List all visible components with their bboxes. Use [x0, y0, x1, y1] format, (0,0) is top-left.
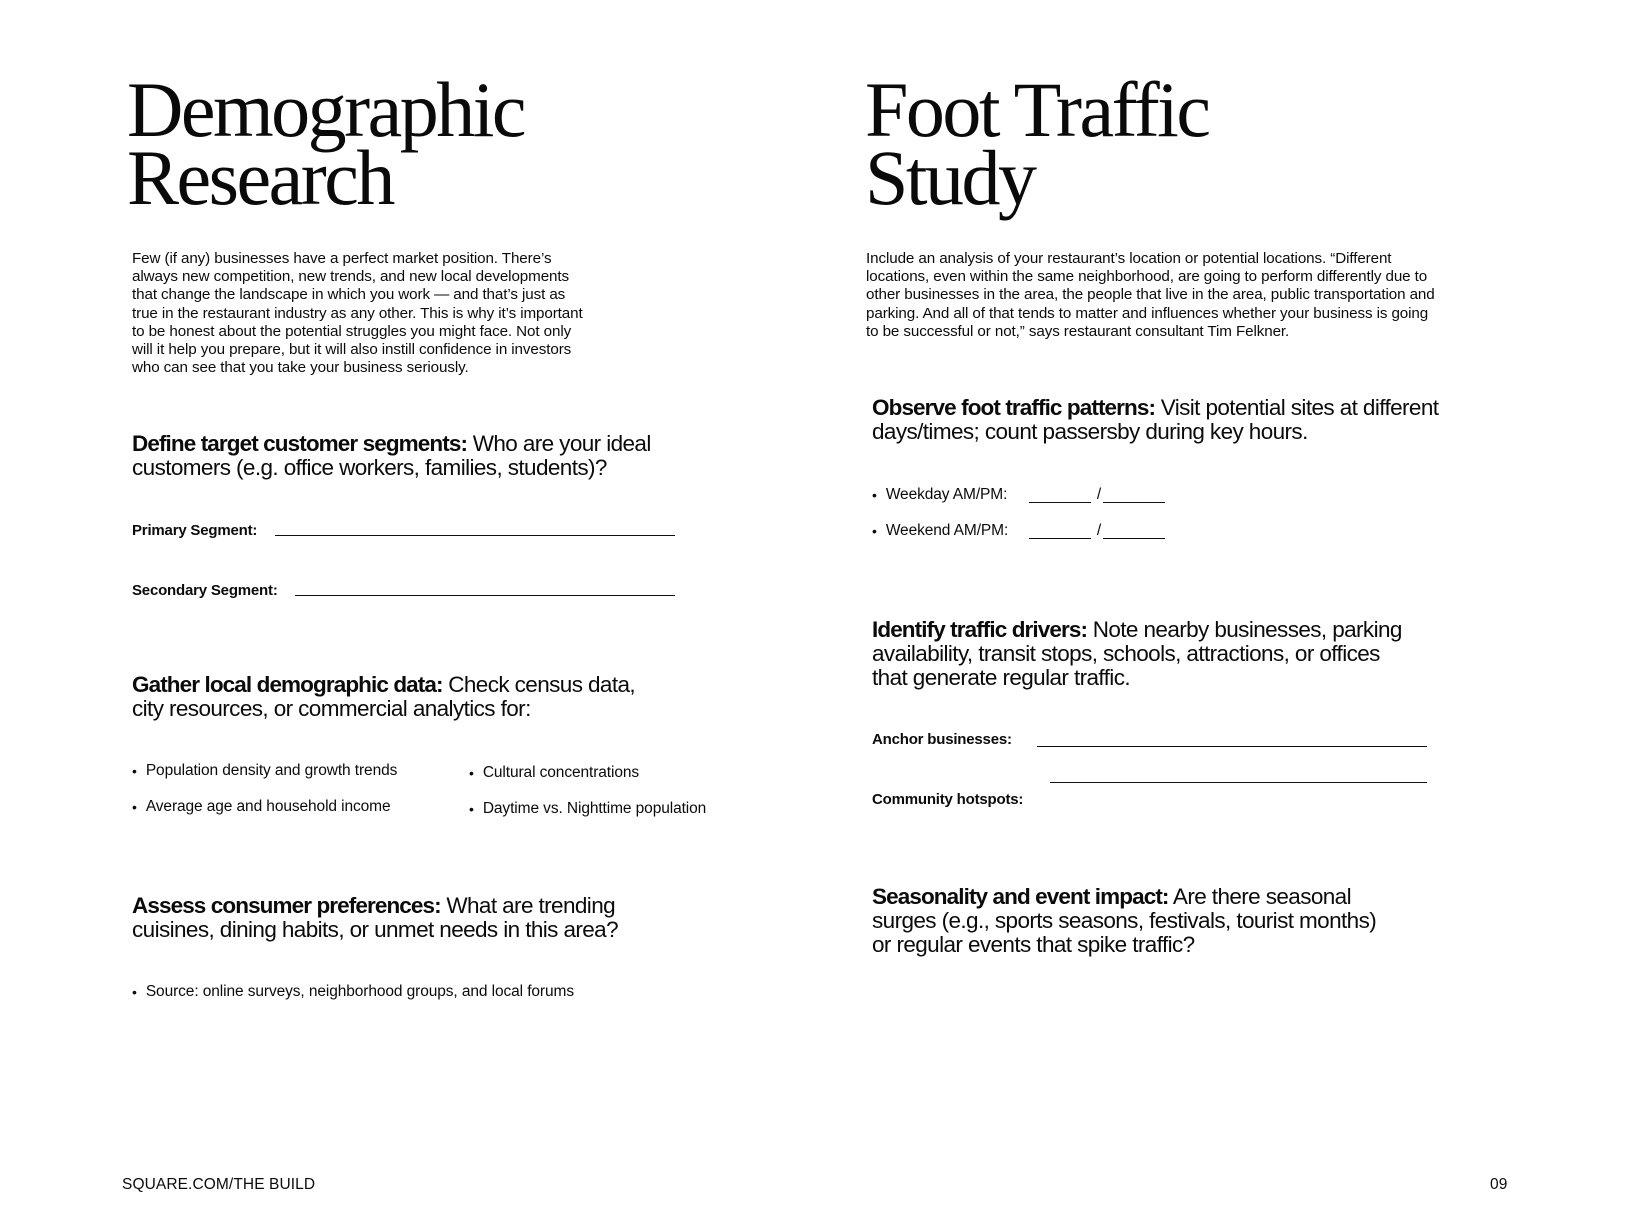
intro-line: always new competition, new trends, and new local developments [132, 268, 570, 286]
field-label: Secondary Segment: [132, 582, 278, 599]
intro-line: parking. And all of that tends to matter and influences whether your business is going [866, 304, 1429, 322]
bullet-icon: • [872, 487, 877, 503]
heading-text: city resources, or commercial analytics for: [132, 696, 531, 721]
bullet-icon: • [132, 799, 137, 815]
weekday-pm-input-line[interactable] [1103, 488, 1165, 503]
community-hotspots-field [872, 791, 1023, 808]
heading-text: What are trending [440, 893, 616, 918]
section-heading-traffic-drivers [872, 618, 1402, 690]
heading-text: Are there seasonal [1168, 884, 1351, 909]
list-item-text: Weekday AM/PM: [885, 486, 1008, 503]
section-heading-seasonality [872, 885, 1376, 957]
bullet-icon: • [872, 523, 877, 539]
weekend-count-row [872, 522, 1165, 540]
list-item-text: Population density and growth trends [145, 762, 398, 779]
intro-line: will it help you prepare, but it will also instill confidence in investors [132, 341, 572, 359]
bullet-icon: • [132, 763, 137, 779]
heading-bold: Gather local demographic data: [132, 672, 443, 697]
footer-site-link[interactable]: SQUARE.COM/THE BUILD [122, 1176, 316, 1193]
heading-text: Note nearby businesses, parking [1087, 617, 1402, 642]
intro-line: that change the landscape in which you work — and that’s just as [132, 286, 566, 304]
section-heading-foot-traffic-patterns [872, 396, 1438, 444]
title-line: Study [865, 134, 1035, 221]
heading-bold: Assess consumer preferences: [132, 893, 441, 918]
heading-text: or regular events that spike traffic? [872, 932, 1195, 957]
heading-text: availability, transit stops, schools, attractions, or offices [872, 641, 1380, 666]
heading-text: days/times; count passersby during key hours. [872, 419, 1308, 444]
field-label: Community hotspots: [872, 791, 1024, 808]
heading-text: cuisines, dining habits, or unmet needs in this area? [132, 917, 619, 942]
anchor-businesses-field [872, 731, 1012, 748]
bullet-icon: • [469, 765, 474, 781]
weekend-pm-input-line[interactable] [1103, 524, 1165, 539]
heading-bold: Define target customer segments: [132, 431, 468, 456]
bullet-icon: • [469, 801, 474, 817]
heading-bold: Seasonality and event impact: [872, 884, 1169, 909]
heading-text: that generate regular traffic. [872, 665, 1130, 690]
weekend-am-input-line[interactable] [1029, 524, 1091, 539]
list-item-text: Cultural concentrations [482, 764, 640, 781]
heading-bold: Observe foot traffic patterns: [872, 395, 1156, 420]
intro-line: to be successful or not,” says restaurant consultant Tim Felkner. [866, 322, 1290, 340]
intro-line: to be honest about the potential struggles you might face. Not only [132, 322, 572, 340]
separator: / [1096, 486, 1102, 503]
list-item-text: Weekend AM/PM: [885, 522, 1009, 539]
intro-line: Include an analysis of your restaurant’s location or potential locations. “Different [866, 250, 1392, 267]
intro-line: other businesses in the area, the people that live in the area, public transportation and [866, 286, 1435, 304]
heading-text: surges (e.g., sports seasons, festivals, tourist months) [872, 908, 1377, 933]
title-line: Demographic [127, 66, 525, 153]
intro-line: Few (if any) businesses have a perfect market position. There’s [132, 250, 552, 267]
page-title-foot-traffic-study [865, 66, 1209, 221]
bullet-icon: • [132, 984, 137, 1000]
list-item-text: Source: online surveys, neighborhood groups, and local forums [145, 983, 574, 1000]
anchor-businesses-input-line[interactable] [1037, 746, 1427, 747]
page-number: 09 [1490, 1176, 1508, 1193]
heading-text: Who are your ideal [467, 431, 651, 456]
field-label: Anchor businesses: [872, 731, 1012, 748]
separator: / [1096, 522, 1102, 539]
intro-line: locations, even within the same neighborhood, are going to perform differently due to [866, 268, 1428, 286]
community-hotspots-input-line[interactable] [1050, 782, 1427, 783]
title-line: Research [127, 134, 393, 221]
heading-text: Check census data, [442, 672, 636, 697]
field-label: Primary Segment: [132, 522, 258, 539]
weekday-count-row [872, 486, 1165, 504]
heading-bold: Identify traffic drivers: [872, 617, 1088, 642]
list-item-text: Daytime vs. Nighttime population [482, 800, 707, 817]
list-item-text: Average age and household income [145, 798, 391, 815]
intro-line: true in the restaurant industry as any other. This is why it’s important [132, 304, 583, 322]
intro-paragraph [866, 250, 1435, 341]
intro-line: who can see that you take your business seriously. [132, 359, 469, 377]
heading-text: customers (e.g. office workers, families, students)? [132, 455, 607, 480]
weekday-am-input-line[interactable] [1029, 488, 1091, 503]
title-line: Foot Traffic [865, 66, 1209, 153]
heading-text: Visit potential sites at different [1155, 395, 1439, 420]
